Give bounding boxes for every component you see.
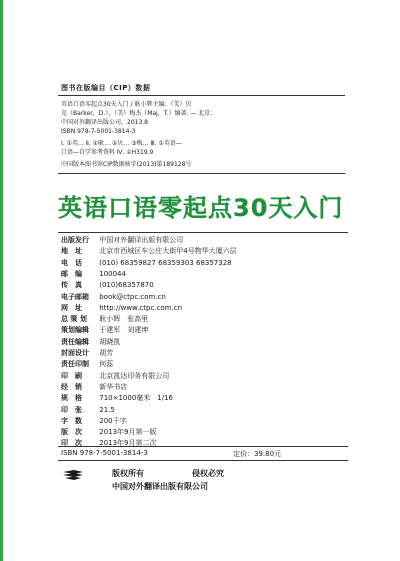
publishing-info-value: 耿小辉 张高里 (99, 315, 149, 324)
publishing-info-value: 北京市西城区车公庄大街甲4号物华大厦六层 (99, 247, 237, 256)
publishing-info-label: 总 策 划 (61, 315, 87, 324)
divider (58, 232, 348, 233)
publishing-info-label: 电 话 (61, 258, 82, 267)
publishing-info-row (61, 383, 361, 392)
publishing-info-value: 于建军 刘建坤 (99, 326, 149, 335)
publishing-info-value: 新华书店 (99, 382, 128, 391)
cip-bottom-rule (58, 173, 345, 174)
publishing-info-row (61, 417, 361, 426)
publishing-info-row (61, 428, 361, 437)
publishing-info-row (61, 293, 361, 302)
publishing-info-label: 版 次 (61, 428, 82, 437)
publishing-info-label: 网 址 (61, 303, 82, 312)
publishing-info-value: 200千字 (99, 416, 127, 425)
publishing-info-label: 印 张 (61, 405, 82, 414)
publishing-info-row (61, 326, 361, 335)
publishing-info-label: 印 刷 (61, 371, 82, 380)
publishing-info-row (61, 247, 361, 256)
price: 定价：39.80元 (233, 450, 282, 458)
publishing-info-row (61, 406, 361, 415)
publishing-info-row (61, 372, 361, 381)
cip-isbn-line: ISBN 978-7-5001-3814-3 (61, 128, 136, 135)
publishing-info-value: 北京凯达印务有限公司 (99, 371, 170, 380)
publishing-info-label: 策划编辑 (61, 326, 89, 335)
publishing-info-row (61, 394, 361, 403)
publishing-info-row (61, 281, 361, 290)
publishing-info-label: 责任印制 (61, 360, 89, 369)
cip-record-number: 中国版本图书馆CIP数据核字(2013)第189128号 (61, 161, 192, 168)
cip-title: 图书在版编目（CIP）数据 (61, 84, 151, 92)
publishing-info-row (61, 236, 361, 245)
publishing-info-value: book@ctpc.com.cn (99, 292, 166, 301)
cip-line: 中国对外翻译出版公司，2013.8 (61, 119, 148, 126)
publishing-info-row (61, 360, 361, 369)
publishing-info-row (61, 315, 361, 324)
publishing-info-row (61, 349, 361, 358)
publishing-info-row (61, 304, 361, 313)
publishing-info-value: 2013年9月第一版 (99, 428, 157, 437)
publishing-info-label: 封面设计 (61, 349, 89, 357)
infringement-notice: 侵权必究 (192, 469, 224, 478)
publishing-info-value: 胡芳 (99, 349, 114, 357)
rights-reserved: 版权所有 (112, 469, 144, 478)
publishing-info-label: 地 址 (61, 247, 82, 256)
cip-line: 口语—自学参考资料 Ⅳ. ①H319.9 (61, 149, 154, 156)
publishing-info-value: http://www.ctpc.com.cn (99, 303, 183, 312)
publishing-info-label: 经 销 (61, 382, 82, 391)
isbn: ISBN 978-7-5001-3814-3 (61, 449, 148, 457)
publishing-info-row (61, 439, 361, 448)
publishing-info-row (61, 259, 361, 268)
publisher-name: 中国对外翻译出版有限公司 (112, 482, 208, 491)
divider (58, 460, 348, 461)
publishing-info-label: 责任编辑 (61, 337, 89, 346)
publishing-info-label: 字 数 (61, 416, 82, 425)
publishing-info-label: 出版发行 (61, 236, 89, 244)
publishing-info-value: (010) 68359827 68359303 68357328 (99, 258, 232, 267)
publisher-logo-icon (62, 469, 84, 481)
publishing-info-label: 邮 编 (61, 269, 82, 278)
publishing-info-value: 710×1000毫米 1/16 (99, 394, 173, 403)
publishing-info-label: 规 格 (61, 394, 82, 403)
publishing-info-value: 21.5 (99, 405, 115, 414)
publishing-info-label: 电子邮箱 (61, 292, 89, 301)
book-title: 英语口语零起点30天入门 (58, 194, 344, 222)
cip-line: 克（Barker，D.），（美）梅杰（Maj，T.）编著. — 北京： (61, 110, 217, 117)
publishing-info-value: 胡晓凯 (99, 337, 121, 346)
cip-line: 英语口语零起点30天入门 / 耿小辉主编；（美）贝 (61, 101, 192, 108)
publishing-info-value: 2013年9月第二次 (99, 439, 157, 448)
publishing-info-value: 中国对外翻译出版有限公司 (99, 236, 184, 244)
publishing-info-row (61, 270, 361, 279)
publishing-info-value: 何蕊 (99, 360, 114, 369)
cip-line: Ⅰ. ①英… Ⅱ. ①耿… ②贝… ③梅… Ⅲ. ①英语— (61, 140, 182, 147)
publishing-info-value: (010)68357870 (99, 281, 154, 290)
publishing-info-label: 传 真 (61, 281, 82, 290)
green-edge-strip (0, 0, 3, 561)
cip-top-rule (58, 95, 345, 96)
publishing-info-label: 印 次 (61, 439, 82, 448)
publishing-info-row (61, 338, 361, 347)
publishing-info-value: 100044 (99, 269, 126, 278)
